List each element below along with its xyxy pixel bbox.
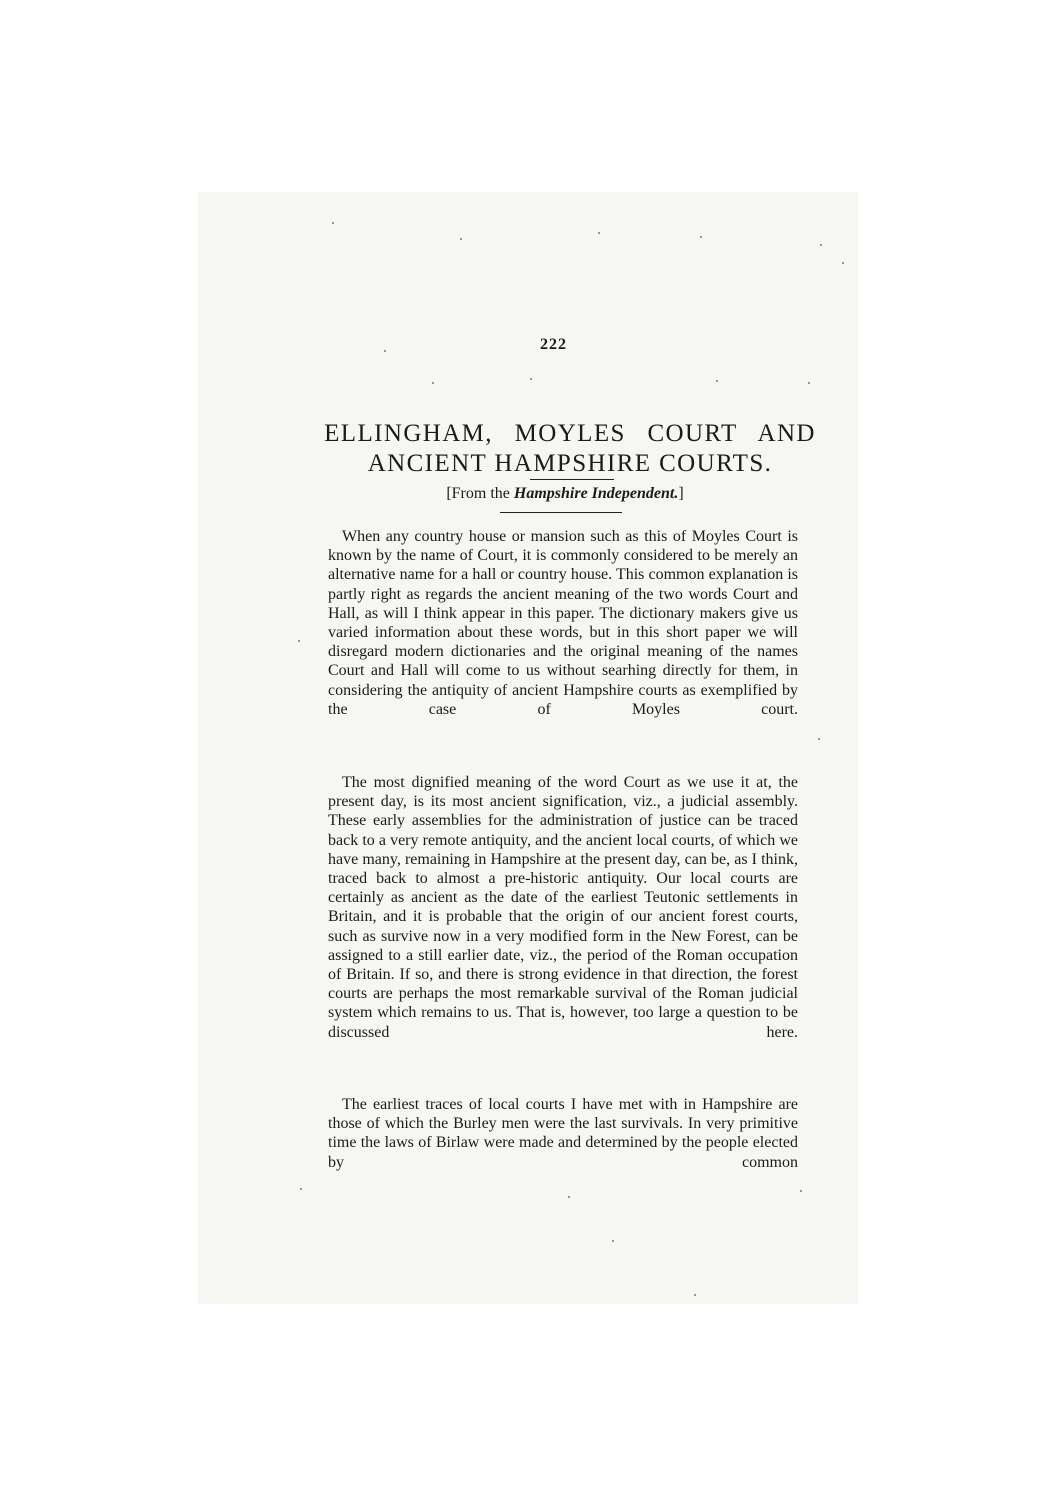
scan-speck bbox=[700, 236, 702, 238]
scan-speck bbox=[820, 244, 822, 246]
title-rule bbox=[530, 479, 614, 480]
scan-speck bbox=[530, 378, 532, 380]
source-attribution bbox=[360, 485, 770, 503]
body-paragraph: When any country house or mansion such as this of Moyles Court is known by the name of Court, it is commonly considered to be merely an alternative name for a hall or country house. This common explanation is partly right as regards the ancient meaning of the two words Court and Hall, as will I think appear in this paper. The dictionary makers give us varied information about these words, but in this short paper we will disregard modern dictionaries and the original meaning of the names Court and Hall will come to us without searhing directly for them, in considering the antiquity of ancient Hampshire courts as exemplified by the case of Moyles court. bbox=[328, 528, 798, 718]
scan-speck bbox=[818, 738, 820, 740]
source-rule bbox=[500, 512, 622, 513]
scan-speck bbox=[432, 382, 434, 384]
scan-speck bbox=[300, 1188, 302, 1190]
source-prefix: [From the bbox=[446, 485, 514, 502]
article-title-line-2: ANCIENT HAMPSHIRE COURTS. bbox=[367, 450, 773, 477]
scan-speck bbox=[808, 382, 810, 384]
scan-speck bbox=[716, 380, 718, 382]
scan-speck bbox=[612, 1240, 614, 1242]
body-paragraph: The earliest traces of local courts I have met with in Hampshire are those of which the Burley men were the last survivals. In very primitive time the laws of Birlaw were made and determined by the people elected by common bbox=[328, 1096, 798, 1171]
scan-speck bbox=[568, 1196, 570, 1198]
scan-speck bbox=[332, 222, 334, 224]
page-number: 222 bbox=[540, 336, 567, 353]
scan-speck bbox=[298, 640, 300, 642]
body-paragraph: The most dignified meaning of the word Court as we use it at, the present day, is its most ancient signification, viz., a judicial assembly. These early assemblies for the administration of justice can be traced back to a very remote antiquity, and the ancient local courts, of which we have many, remaining in Hampshire at the present day, can be, as I think, traced back to almost a pre-historic antiquity. Our local courts are certainly as ancient as the date of the earliest Teutonic settlements in Britain, and it is probable that the origin of our ancient forest courts, such as survive now in a very modified form in the New Forest, can be assigned to a still earlier date, viz., the period of the Roman occupation of Britain. If so, and there is strong evidence in that direction, the forest courts are perhaps the most remarkable survival of the Roman judicial system which remains to us. That is, however, too large a question to be discussed here. bbox=[328, 774, 798, 1041]
scan-speck bbox=[694, 1294, 696, 1296]
source-publication: Hampshire Independent. bbox=[513, 485, 679, 502]
scan-speck bbox=[842, 262, 844, 264]
source-suffix: ] bbox=[678, 485, 684, 502]
scan-speck bbox=[598, 232, 600, 234]
scan-speck bbox=[460, 238, 462, 240]
scan-speck bbox=[800, 1190, 802, 1192]
article-title-line-1: ELLINGHAM, MOYLES COURT AND bbox=[324, 420, 816, 447]
scan-speck bbox=[384, 350, 386, 352]
